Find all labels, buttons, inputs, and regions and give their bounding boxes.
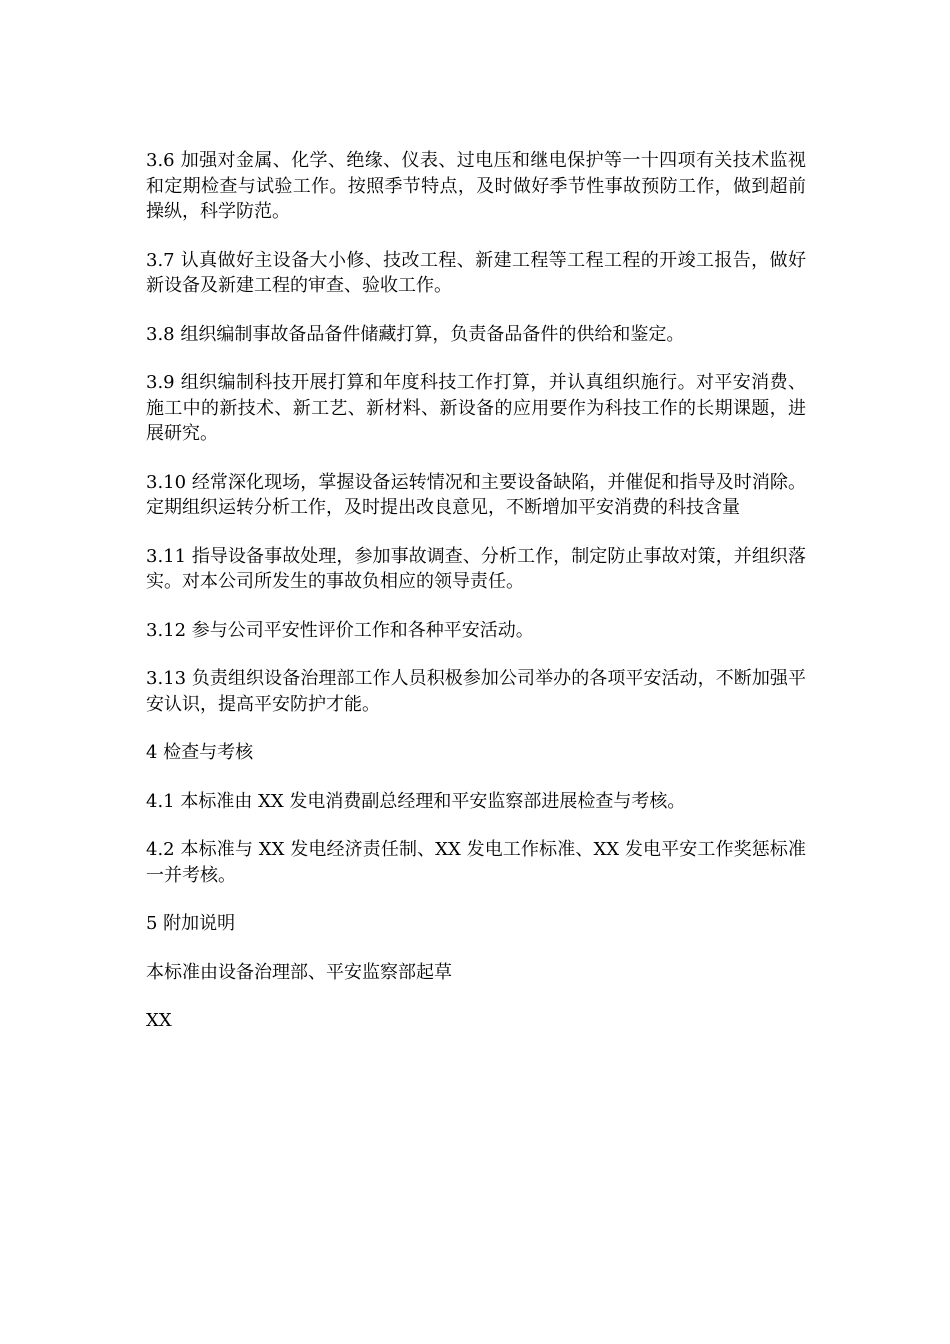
signature-placeholder: XX	[146, 1010, 172, 1031]
drafting-note: 本标准由设备治理部、平安监察部起草	[146, 961, 452, 983]
paragraph-3-6: 3.6 加强对金属、化学、绝缘、仪表、过电压和继电保护等一十四项有关技术监视和定期检查与试验工作。按照季节特点，及时做好季节性事故预防工作，做到超前操纵，科学防范。	[146, 150, 806, 222]
section-heading-4: 4 检查与考核	[146, 742, 254, 763]
paragraph-3-12: 3.12 参与公司平安性评价工作和各种平安活动。	[146, 619, 534, 641]
paragraph-3-8: 3.8 组织编制事故备品备件储藏打算，负责备品备件的供给和鉴定。	[146, 323, 685, 345]
paragraph-4-1: 4.1 本标准由 XX 发电消费副总经理和平安监察部进展检查与考核。	[146, 790, 686, 812]
paragraph-3-10: 3.10 经常深化现场，掌握设备运转情况和主要设备缺陷，并催促和指导及时消除。定期组织运转分析工作，及时提出改良意见，不断增加平安消费的科技含量	[146, 471, 806, 518]
paragraph-3-13: 3.13 负责组织设备治理部工作人员积极参加公司举办的各项平安活动，不断加强平安认识，提高平安防护才能。	[146, 668, 806, 715]
section-heading-5: 5 附加说明	[146, 913, 236, 934]
paragraph-3-9: 3.9 组织编制科技开展打算和年度科技工作打算，并认真组织施行。对平安消费、施工中的新技术、新工艺、新材料、新设备的应用要作为科技工作的长期课题，进展研究。	[146, 372, 806, 444]
paragraph-3-7: 3.7 认真做好主设备大小修、技改工程、新建工程等工程工程的开竣工报告，做好新设备及新建工程的审查、验收工作。	[146, 249, 806, 296]
document-page	[146, 148, 806, 1034]
paragraph-3-11: 3.11 指导设备事故处理，参加事故调查、分析工作，制定防止事故对策，并组织落实。对本公司所发生的事故负相应的领导责任。	[146, 545, 806, 592]
paragraph-4-2: 4.2 本标准与 XX 发电经济责任制、XX 发电工作标准、XX 发电平安工作奖惩标准一并考核。	[146, 839, 806, 886]
